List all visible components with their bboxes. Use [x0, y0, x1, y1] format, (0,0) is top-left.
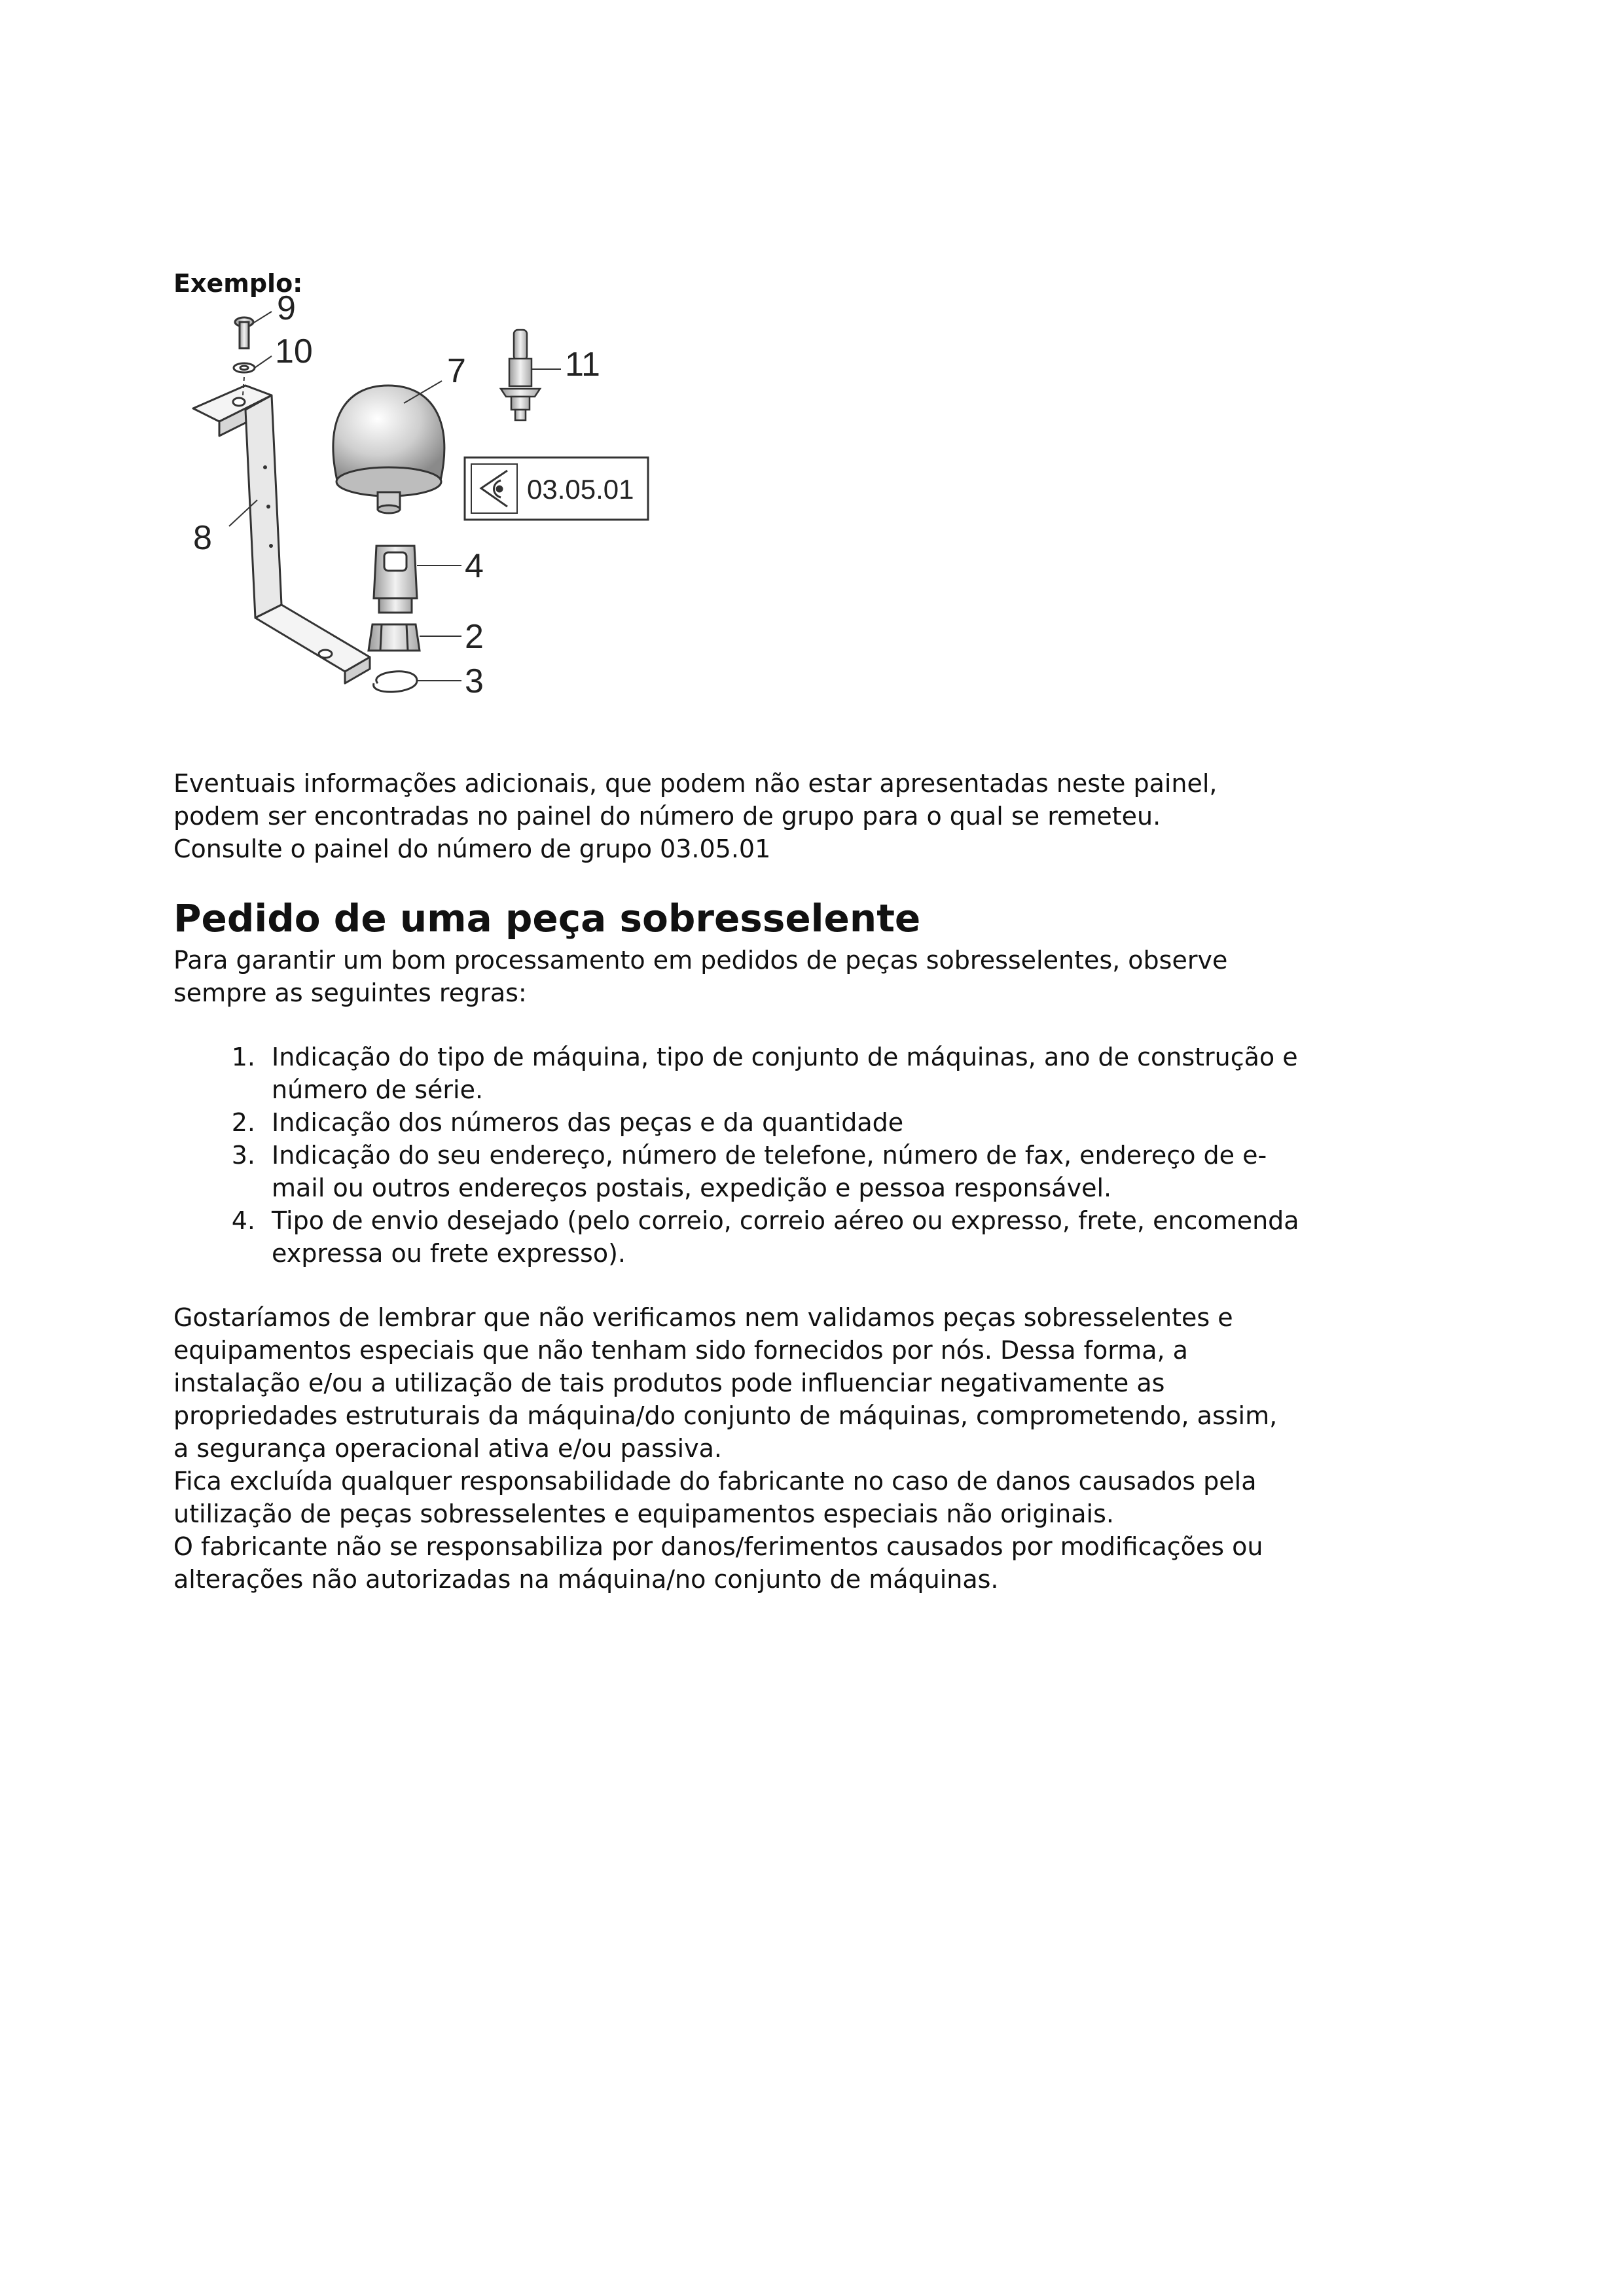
list-text-line: número de série. — [272, 1075, 484, 1104]
intro-line: Eventuais informações adicionais, que podem não estar apresentadas neste painel, — [173, 769, 1218, 798]
list-text — [272, 1041, 1483, 1106]
callout-3: 3 — [465, 662, 484, 700]
parts-drawing — [173, 291, 658, 736]
callout-11: 11 — [565, 346, 600, 384]
bolt-part — [235, 317, 253, 348]
list-number: 4. — [231, 1206, 255, 1235]
callout-8: 8 — [193, 519, 212, 557]
closing-line: alterações não autorizadas na máquina/no conjunto de máquinas. — [173, 1565, 999, 1594]
closing-line: equipamentos especiais que não tenham sido fornecidos por nós. Dessa forma, a — [173, 1336, 1188, 1365]
section-intro — [173, 944, 1483, 1009]
closing-line: O fabricante não se responsabiliza por danos/ferimentos causados por modificações ou — [173, 1532, 1263, 1561]
closing-line: propriedades estruturais da máquina/do conjunto de máquinas, comprometendo, assim, — [173, 1401, 1278, 1430]
closing-paragraph — [173, 1301, 1483, 1596]
reference-number: 03.05.01 — [527, 474, 634, 505]
closing-line: Fica excluída qualquer responsabilidade do fabricante no caso de danos causados pela — [173, 1467, 1257, 1496]
list-item — [173, 1139, 1483, 1204]
list-text-line: mail ou outros endereços postais, expedição e pessoa responsável. — [272, 1174, 1112, 1202]
callout-10: 10 — [275, 332, 313, 370]
section-intro-line: sempre as seguintes regras: — [173, 978, 527, 1007]
list-number: 3. — [231, 1141, 255, 1170]
callout-9: 9 — [277, 291, 296, 327]
section-intro-line: Para garantir um bom processamento em pedidos de peças sobresselentes, observe — [173, 946, 1228, 975]
list-text — [272, 1106, 1483, 1139]
nut-part — [369, 624, 420, 651]
list-number: 1. — [231, 1043, 255, 1071]
washer-part — [234, 363, 255, 372]
group-reference-box — [465, 457, 648, 520]
rules-list — [173, 1041, 1483, 1270]
list-text-line: Indicação dos números das peças e da quantidade — [272, 1108, 904, 1137]
intro-paragraph — [173, 767, 1483, 865]
list-item — [173, 1106, 1483, 1139]
list-text — [272, 1204, 1483, 1270]
callout-7: 7 — [447, 352, 466, 390]
closing-line: instalação e/ou a utilização de tais produtos pode influenciar negativamente as — [173, 1369, 1165, 1397]
beacon-dome-part — [333, 386, 444, 513]
closing-line: utilização de peças sobresselentes e equipamentos especiais não originais. — [173, 1499, 1114, 1528]
callout-2: 2 — [465, 618, 484, 656]
lock-washer-part — [374, 672, 417, 692]
list-number: 2. — [231, 1108, 255, 1137]
list-text-line: Tipo de envio desejado (pelo correio, correio aéreo ou expresso, frete, encomenda — [272, 1206, 1299, 1235]
callout-4: 4 — [465, 547, 484, 585]
parts-diagram — [173, 291, 658, 736]
example-label: Exemplo: — [173, 269, 303, 298]
holder-part — [374, 546, 417, 613]
page-content — [173, 268, 1483, 1596]
closing-line: Gostaríamos de lembrar que não verificamos nem validamos peças sobresselentes e — [173, 1303, 1233, 1332]
intro-line: Consulte o painel do número de grupo 03.05.01 — [173, 834, 771, 863]
section-title: Pedido de uma peça sobresselente — [173, 896, 921, 941]
list-text — [272, 1139, 1483, 1204]
intro-line: podem ser encontradas no painel do número de grupo para o qual se remeteu. — [173, 802, 1161, 831]
list-text-line: Indicação do tipo de máquina, tipo de conjunto de máquinas, ano de construção e — [272, 1043, 1298, 1071]
list-text-line: expressa ou frete expresso). — [272, 1239, 626, 1268]
closing-line: a segurança operacional ativa e/ou passiva. — [173, 1434, 722, 1463]
bulb-part — [501, 330, 540, 420]
list-text-line: Indicação do seu endereço, número de telefone, número de fax, endereço de e- — [272, 1141, 1267, 1170]
list-item — [173, 1041, 1483, 1106]
list-item — [173, 1204, 1483, 1270]
